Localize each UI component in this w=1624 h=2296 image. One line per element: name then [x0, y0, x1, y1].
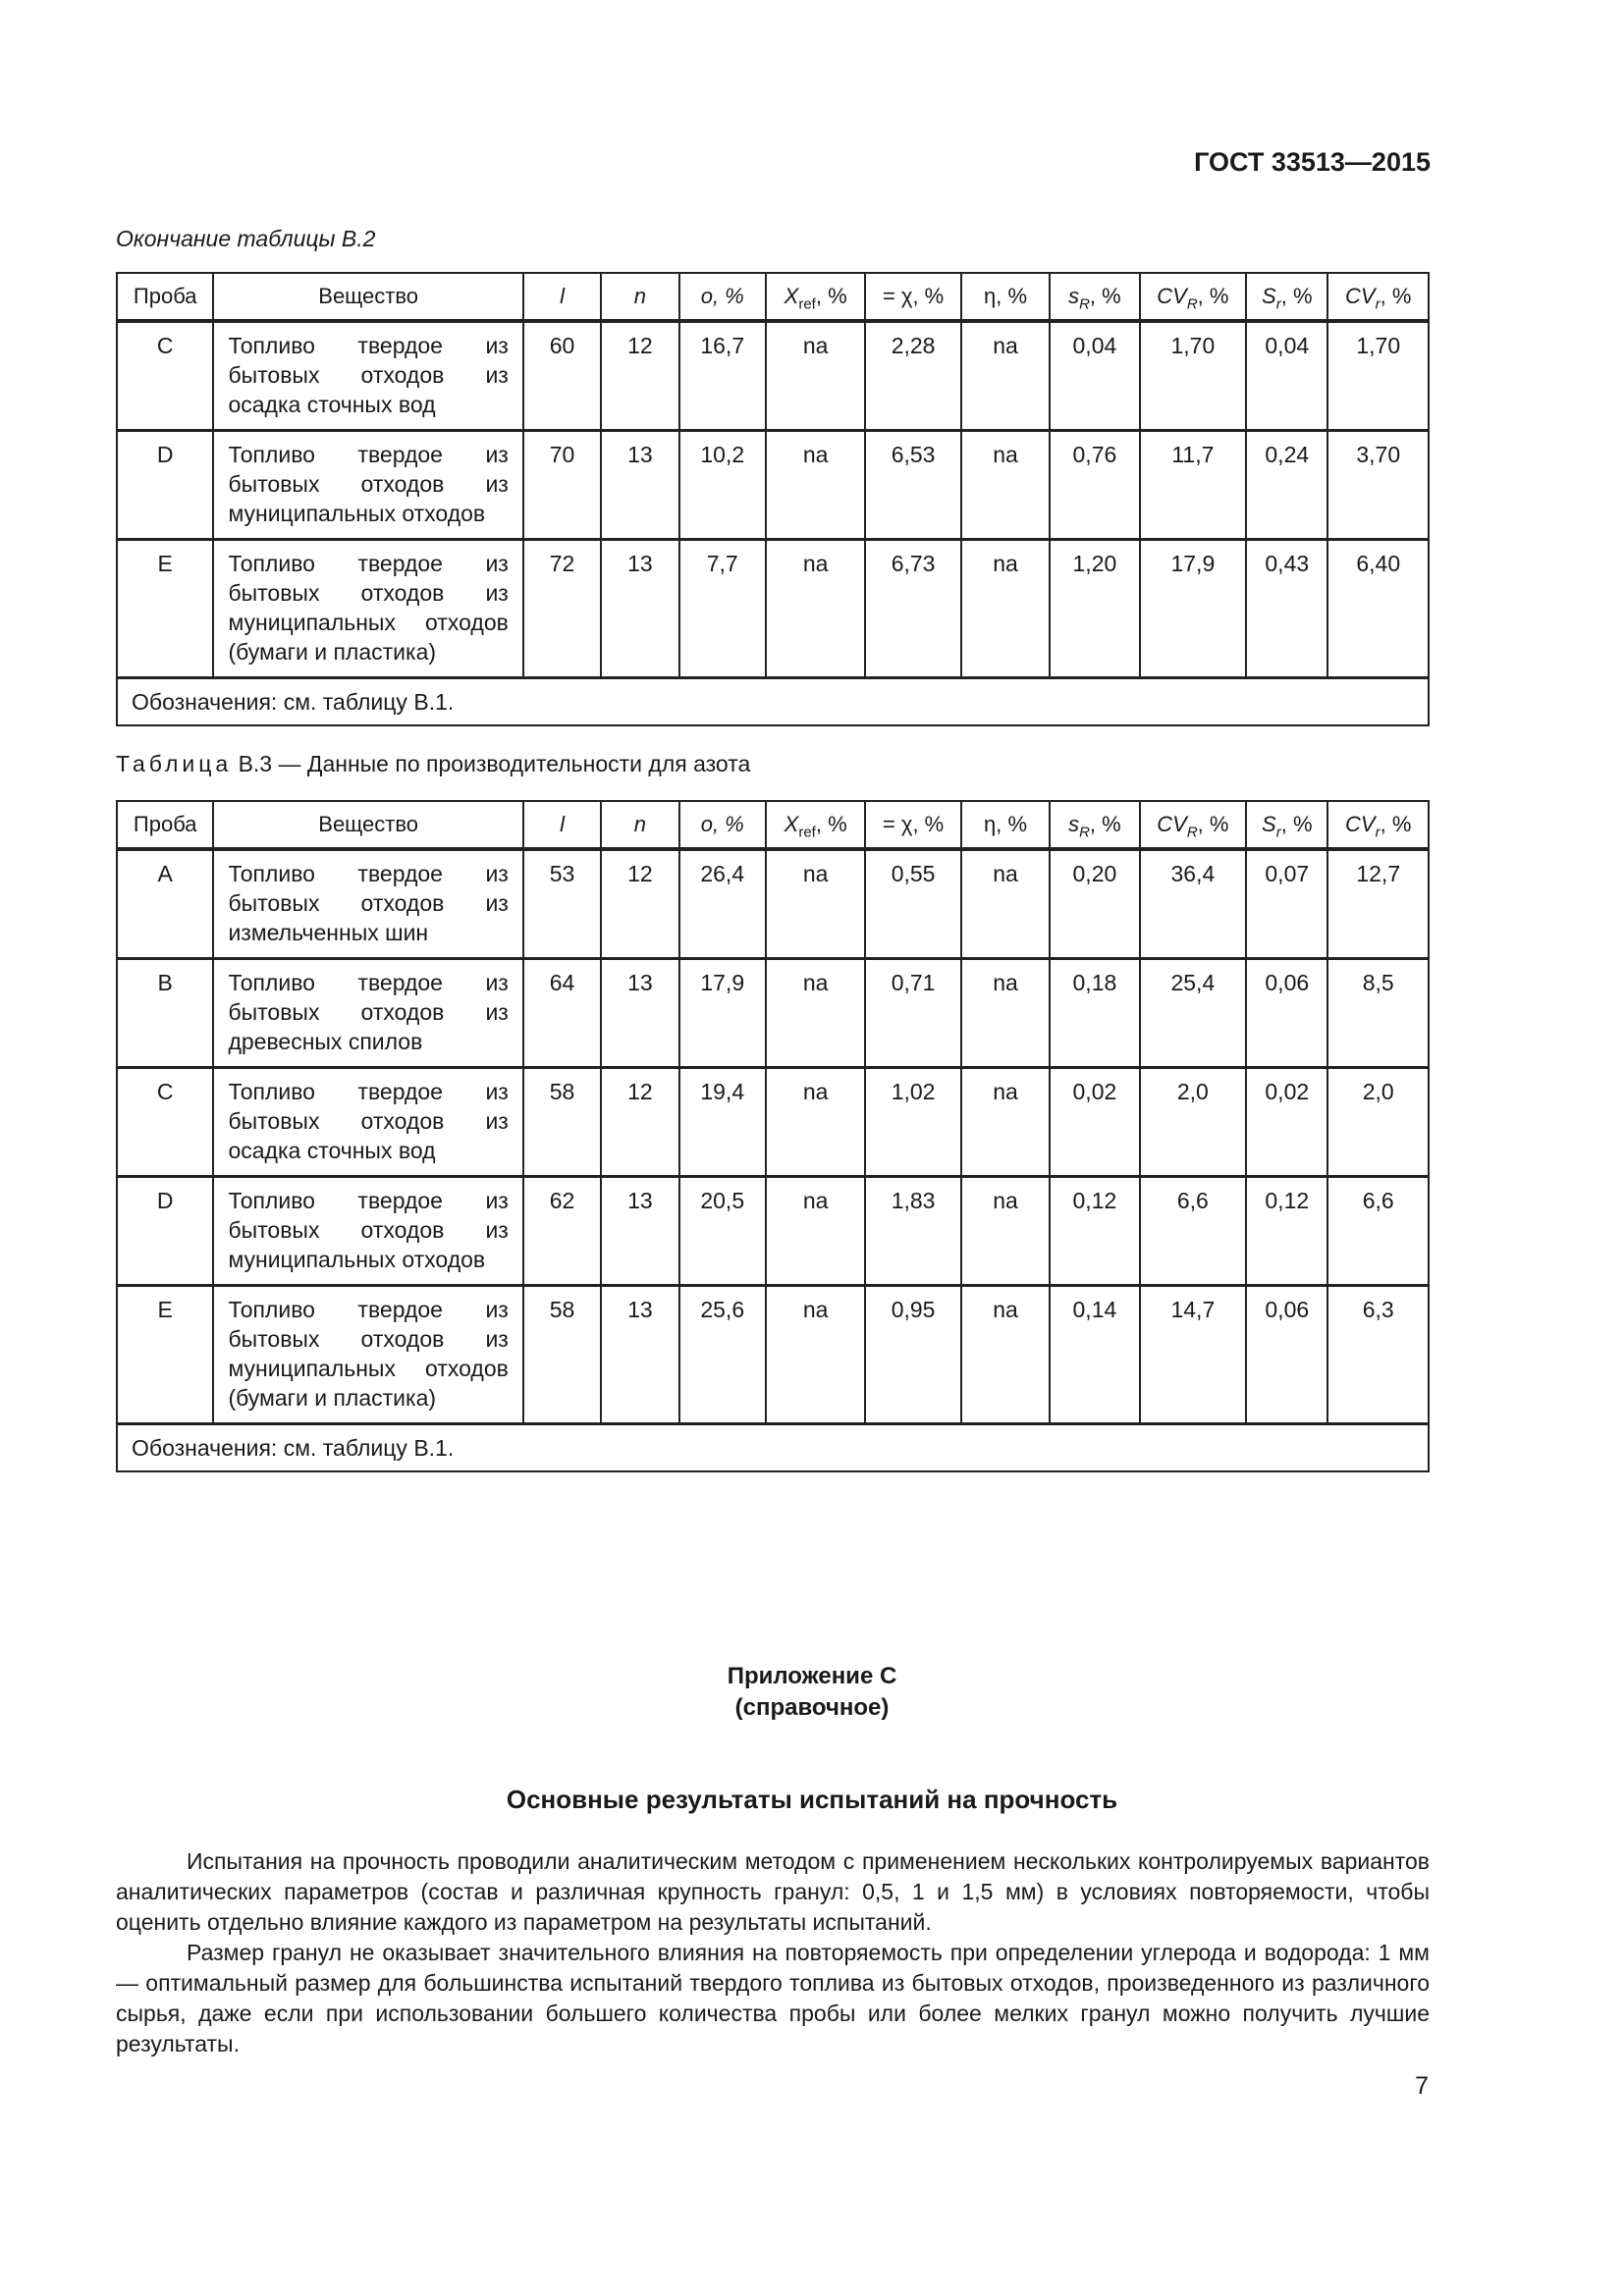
cell-substance: Топливо твердое из бытовых отходов из муниципальных отходов (бумаги и пластика) — [213, 540, 522, 678]
cell-xref: na — [766, 321, 865, 431]
cell-o: 20,5 — [679, 1177, 766, 1286]
cell-o: 19,4 — [679, 1068, 766, 1177]
annex-title: Приложение С — [727, 1663, 897, 1689]
table-row — [117, 431, 1429, 540]
cell-o: 10,2 — [679, 431, 766, 540]
cell-xref: na — [766, 431, 865, 540]
cell-n: 13 — [601, 1177, 678, 1286]
cell-l: 53 — [523, 849, 601, 959]
col-o: o, % — [679, 273, 766, 321]
cell-substance: Топливо твердое из бытовых отходов из измельченных шин — [213, 849, 522, 959]
cell-l: 62 — [523, 1177, 601, 1286]
cell-n: 13 — [601, 431, 678, 540]
cell-Sr: 0,07 — [1246, 849, 1327, 959]
table-row — [117, 321, 1429, 431]
col-n: n — [601, 801, 678, 849]
cell-sR: 0,18 — [1050, 959, 1139, 1068]
cell-probe: D — [117, 1177, 213, 1286]
col-sR: $s_R$, % — [1050, 273, 1139, 321]
cell-CVR: 6,6 — [1140, 1177, 1246, 1286]
cell-CVr: 8,5 — [1327, 959, 1429, 1068]
col-probe: Проба — [117, 801, 213, 849]
cell-CVr: 3,70 — [1327, 431, 1429, 540]
cell-o: 25,6 — [679, 1286, 766, 1424]
table-row — [117, 540, 1429, 678]
cell-Sr: 0,24 — [1246, 431, 1327, 540]
table-note: Обозначения: см. таблицу В.1. — [117, 1424, 1429, 1472]
table-row — [117, 1177, 1429, 1286]
cell-CVR: 11,7 — [1140, 431, 1246, 540]
paragraph: Испытания на прочность проводили аналитическим методом с применением нескольких контролируемых вариантов аналитических параметров (состав и различная крупность гранул: 0,5, 1 и 1,5 мм) в условиях повторяемости, чтобы оценить отдельно влияние каждого из параметром на результаты испытаний. — [116, 1848, 1430, 1935]
table-note-row — [117, 1424, 1429, 1472]
col-Sr: $S_r$, % — [1246, 801, 1327, 849]
cell-Sr: 0,02 — [1246, 1068, 1327, 1177]
col-eta: η, % — [961, 273, 1050, 321]
cell-l: 58 — [523, 1068, 601, 1177]
cell-o: 16,7 — [679, 321, 766, 431]
cell-CVR: 2,0 — [1140, 1068, 1246, 1177]
cell-CVR: 14,7 — [1140, 1286, 1246, 1424]
col-chi: = χ, % — [865, 801, 960, 849]
cell-substance: Топливо твердое из бытовых отходов из осадка сточных вод — [213, 321, 522, 431]
col-chi: = χ, % — [865, 273, 960, 321]
col-sR: $s_R$, % — [1050, 801, 1139, 849]
cell-eta: na — [961, 1068, 1050, 1177]
cell-CVr: 2,0 — [1327, 1068, 1429, 1177]
table-b2-caption: Окончание таблицы В.2 — [116, 226, 376, 251]
cell-n: 12 — [601, 849, 678, 959]
col-l: l — [523, 273, 601, 321]
cell-l: 60 — [523, 321, 601, 431]
cell-n: 12 — [601, 1068, 678, 1177]
cell-CVr: 12,7 — [1327, 849, 1429, 959]
cell-o: 17,9 — [679, 959, 766, 1068]
col-xref: $X_{ref}$, % — [766, 801, 865, 849]
cell-Sr: 0,43 — [1246, 540, 1327, 678]
col-Sr: $S_r$, % — [1246, 273, 1327, 321]
cell-l: 72 — [523, 540, 601, 678]
cell-o: 7,7 — [679, 540, 766, 678]
cell-Sr: 0,06 — [1246, 959, 1327, 1068]
cell-chi: 0,95 — [865, 1286, 960, 1424]
cell-eta: na — [961, 431, 1050, 540]
cell-chi: 0,71 — [865, 959, 960, 1068]
page-number: 7 — [1415, 2072, 1429, 2100]
table-note: Обозначения: см. таблицу В.1. — [117, 678, 1429, 726]
table-header-row — [117, 801, 1429, 849]
col-CVr: $CV_r$, % — [1327, 801, 1429, 849]
cell-n: 12 — [601, 321, 678, 431]
cell-probe: B — [117, 959, 213, 1068]
cell-eta: na — [961, 849, 1050, 959]
table-row — [117, 1068, 1429, 1177]
table-row — [117, 1286, 1429, 1424]
cell-n: 13 — [601, 540, 678, 678]
cell-CVr: 6,6 — [1327, 1177, 1429, 1286]
cell-chi: 6,53 — [865, 431, 960, 540]
cell-chi: 6,73 — [865, 540, 960, 678]
table-row — [117, 959, 1429, 1068]
cell-xref: na — [766, 959, 865, 1068]
cell-CVr: 1,70 — [1327, 321, 1429, 431]
cell-l: 64 — [523, 959, 601, 1068]
cell-probe: E — [117, 1286, 213, 1424]
col-substance: Вещество — [213, 273, 522, 321]
col-n: n — [601, 273, 678, 321]
section-title: Основные результаты испытаний на прочность — [506, 1785, 1118, 1814]
cell-xref: na — [766, 1068, 865, 1177]
cell-o: 26,4 — [679, 849, 766, 959]
table-b2 — [116, 272, 1430, 726]
cell-sR: 0,12 — [1050, 1177, 1139, 1286]
cell-probe: C — [117, 321, 213, 431]
cell-chi: 0,55 — [865, 849, 960, 959]
col-CVR: $CV_R$, % — [1140, 273, 1246, 321]
cell-substance: Топливо твердое из бытовых отходов из муниципальных отходов — [213, 431, 522, 540]
cell-sR: 0,04 — [1050, 321, 1139, 431]
col-probe: Проба — [117, 273, 213, 321]
cell-probe: D — [117, 431, 213, 540]
cell-sR: 0,02 — [1050, 1068, 1139, 1177]
col-CVr: $CV_r$, % — [1327, 273, 1429, 321]
cell-CVr: 6,3 — [1327, 1286, 1429, 1424]
cell-n: 13 — [601, 959, 678, 1068]
table-b3-caption: Таблица В.3 — Данные по производительности для азота — [116, 751, 751, 776]
cell-sR: 0,20 — [1050, 849, 1139, 959]
cell-l: 58 — [523, 1286, 601, 1424]
cell-CVR: 17,9 — [1140, 540, 1246, 678]
cell-substance: Топливо твердое из бытовых отходов из древесных спилов — [213, 959, 522, 1068]
cell-probe: A — [117, 849, 213, 959]
cell-chi: 1,83 — [865, 1177, 960, 1286]
cell-CVr: 6,40 — [1327, 540, 1429, 678]
cell-Sr: 0,04 — [1246, 321, 1327, 431]
annex-heading — [0, 1661, 1624, 1724]
annex-subtitle: (справочное) — [734, 1694, 890, 1721]
col-xref: $X_{ref}$, % — [766, 273, 865, 321]
cell-xref: na — [766, 1286, 865, 1424]
cell-sR: 0,14 — [1050, 1286, 1139, 1424]
col-o: o, % — [679, 801, 766, 849]
cell-CVR: 36,4 — [1140, 849, 1246, 959]
cell-substance: Топливо твердое из бытовых отходов из осадка сточных вод — [213, 1068, 522, 1177]
table-header-row — [117, 273, 1429, 321]
cell-xref: na — [766, 540, 865, 678]
cell-probe: E — [117, 540, 213, 678]
cell-eta: na — [961, 959, 1050, 1068]
cell-xref: na — [766, 849, 865, 959]
table-note-row — [117, 678, 1429, 726]
table-row — [117, 849, 1429, 959]
cell-substance: Топливо твердое из бытовых отходов из муниципальных отходов — [213, 1177, 522, 1286]
table-b3 — [116, 800, 1430, 1472]
cell-Sr: 0,06 — [1246, 1286, 1327, 1424]
document-id: ГОСТ 33513—2015 — [1194, 147, 1431, 177]
col-substance: Вещество — [213, 801, 522, 849]
cell-eta: na — [961, 540, 1050, 678]
cell-chi: 2,28 — [865, 321, 960, 431]
cell-sR: 0,76 — [1050, 431, 1139, 540]
cell-eta: na — [961, 1177, 1050, 1286]
paragraph: Размер гранул не оказывает значительного влияния на повторяемость при определении углерода и водорода: 1 мм — оптимальный размер для большинства испытаний твердого топлива из бытовых отходов, произведенного из различного сырья, даже если при использовании большего количества пробы или более мелких гранул можно получить лучшие результаты. — [116, 1940, 1430, 2056]
col-l: l — [523, 801, 601, 849]
body-text — [116, 1846, 1430, 2059]
cell-n: 13 — [601, 1286, 678, 1424]
cell-sR: 1,20 — [1050, 540, 1139, 678]
cell-l: 70 — [523, 431, 601, 540]
cell-CVR: 25,4 — [1140, 959, 1246, 1068]
col-eta: η, % — [961, 801, 1050, 849]
col-CVR: $CV_R$, % — [1140, 801, 1246, 849]
cell-Sr: 0,12 — [1246, 1177, 1327, 1286]
cell-substance: Топливо твердое из бытовых отходов из муниципальных отходов (бумаги и пластика) — [213, 1286, 522, 1424]
cell-eta: na — [961, 1286, 1050, 1424]
cell-eta: na — [961, 321, 1050, 431]
cell-probe: C — [117, 1068, 213, 1177]
cell-chi: 1,02 — [865, 1068, 960, 1177]
cell-CVR: 1,70 — [1140, 321, 1246, 431]
cell-xref: na — [766, 1177, 865, 1286]
